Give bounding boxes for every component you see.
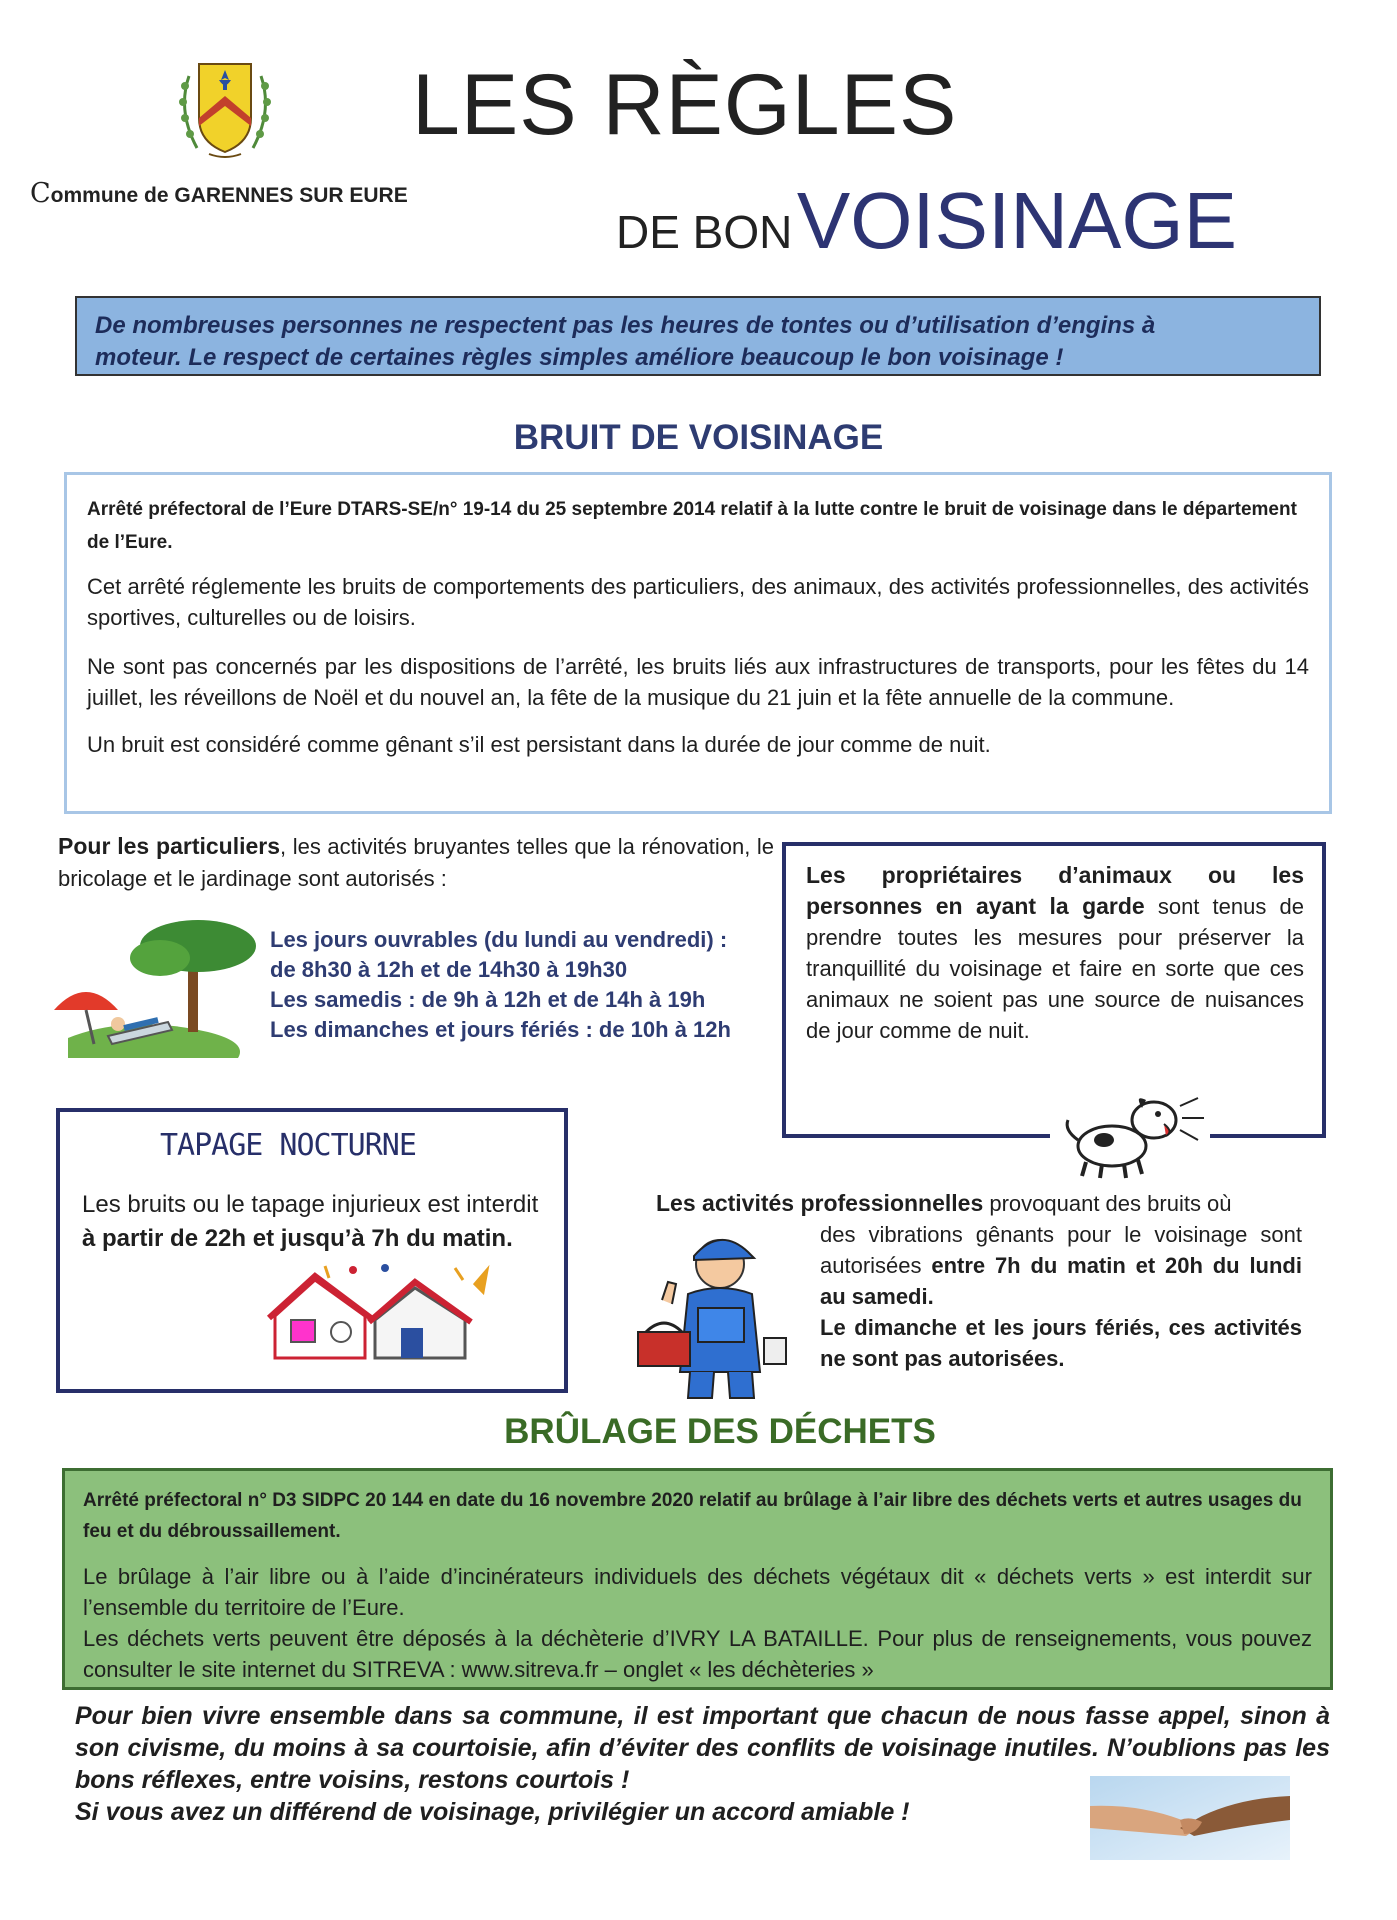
professionnels-lead: Les activités professionnelles (656, 1190, 984, 1216)
bruit-paragraph1: Cet arrêté réglemente les bruits de comportements des particuliers, des animaux, des activités professionnelles, des activités sportives, culturelles ou de loisirs. (87, 574, 1309, 630)
brulage-box (62, 1468, 1333, 1690)
conclusion-text: Pour bien vivre ensemble dans sa commune, il est important que chacun de nous fasse appel, sinon à son civisme, du moins à sa courtoisie, afin d’éviter des conflits de voisinage inutiles. N’oublions pas les bons réflexes, entre voisins, restons courtois ! (75, 1702, 1330, 1794)
intro-line2: moteur. Le respect de certaines règles simples améliore beaucoup le bon voisinage ! (95, 344, 1064, 371)
worker-illustration (628, 1222, 798, 1402)
dog-illustration (1050, 1080, 1210, 1180)
brulage-paragraph2: Les déchets verts peuvent être déposés à la déchèterie d’IVRY LA BATAILLE. Pour plus de renseignements, vous pouvez consulter le site internet du SITREVA : www.sitreva.fr – onglet « les déchèteries » (83, 1626, 1312, 1682)
handshake-photo (1090, 1776, 1290, 1860)
particuliers-intro: Pour les particuliers, les activités bruyantes telles que la rénovation, le bricolage et le jardinage sont autorisés : (58, 833, 775, 891)
particuliers-lead: Pour les particuliers (58, 833, 281, 859)
garden-illustration (48, 918, 258, 1068)
tapage-text: Les bruits ou le tapage injurieux est interdit à partir de 22h et jusqu’à 7h du matin. (82, 1191, 539, 1252)
intro-line1: De nombreuses personnes ne respectent pas les heures de tontes ou d’utilisation d’engins à (95, 312, 1156, 339)
coat-of-arms-icon (175, 56, 275, 162)
brulage-paragraph1: Le brûlage à l’air libre ou à l’aide d’incinérateurs individuels des déchets végétaux dit « déchets verts » est interdit sur l’ensemble du territoire de l’Eure. (83, 1564, 1312, 1620)
tapage-title: TAPAGE NOCTURNE (160, 1128, 416, 1163)
section-heading-bruit: BRUIT DE VOISINAGE (513, 418, 884, 457)
bruit-box (64, 472, 1332, 814)
commune-name: Commune de GARENNES SUR EURE (30, 178, 408, 209)
page-title-line1: LES RÈGLES (412, 57, 958, 153)
bruit-paragraph2: Ne sont pas concernés par les dispositions de l’arrêté, les bruits liés aux infrastructures de transports, pour les fêtes du 14 juillet, les réveillons de Noël et du nouvel an, la fête de la musique du 21 juin et la fête annuelle de la commune. (87, 654, 1309, 710)
professionnels-text: des vibrations gênants pour le voisinage sont autorisées entre 7h du matin et 20h du lundi au samedi. Le dimanche et les jours fériés, ces activités ne sont pas autorisées. (820, 1219, 1302, 1374)
schedule-line: Les jours ouvrables (du lundi au vendredi) : (270, 927, 728, 952)
bruit-paragraph3: Un bruit est considéré comme gênant s’il est persistant dans la durée de jour comme de nuit. (87, 732, 991, 757)
animaux-lead: Les propriétaires d’animaux ou les personnes en ayant la garde (806, 862, 1304, 919)
conclusion-last: Si vous avez un différend de voisinage, privilégier un accord amiable ! (75, 1798, 910, 1826)
title-de-bon: DE BON (616, 206, 793, 258)
tapage-box (56, 1108, 568, 1393)
schedule-line: Les dimanches et jours fériés : de 10h à 12h (270, 1017, 731, 1042)
brulage-reference: Arrêté préfectoral n° D3 SIDPC 20 144 en date du 16 novembre 2020 relatif au brûlage à l’air libre des déchets verts et autres usages du feu et du débroussaillement. (83, 1490, 1302, 1542)
schedule-line: de 8h30 à 12h et de 14h30 à 19h30 (270, 957, 628, 982)
noisy-houses-illustration (265, 1262, 495, 1362)
particuliers-schedule (270, 925, 731, 1045)
intro-banner (75, 296, 1321, 376)
professionnels-sunday: Le dimanche et les jours fériés, ces activités ne sont pas autorisées. (820, 1315, 1302, 1371)
title-voisinage: VOISINAGE (796, 176, 1237, 265)
section-heading-brulage: BRÛLAGE DES DÉCHETS (504, 1412, 936, 1451)
bruit-reference: Arrêté préfectoral de l’Eure DTARS-SE/n° 19-14 du 25 septembre 2014 relatif à la lutte contre le bruit de voisinage dans le département de l’Eure. (87, 499, 1297, 553)
page-title-line2 (616, 175, 1237, 267)
animaux-text: sont tenus de prendre toutes les mesures pour préserver la tranquillité du voisinage et faire en sorte que ces animaux ne soient pas une source de nuisances de jour comme de nuit. (806, 894, 1304, 1043)
schedule-line: Les samedis : de 9h à 12h et de 14h à 19h (270, 987, 706, 1012)
professionnels-heading: Les activités professionnelles provoquant des bruits où (656, 1190, 1232, 1216)
